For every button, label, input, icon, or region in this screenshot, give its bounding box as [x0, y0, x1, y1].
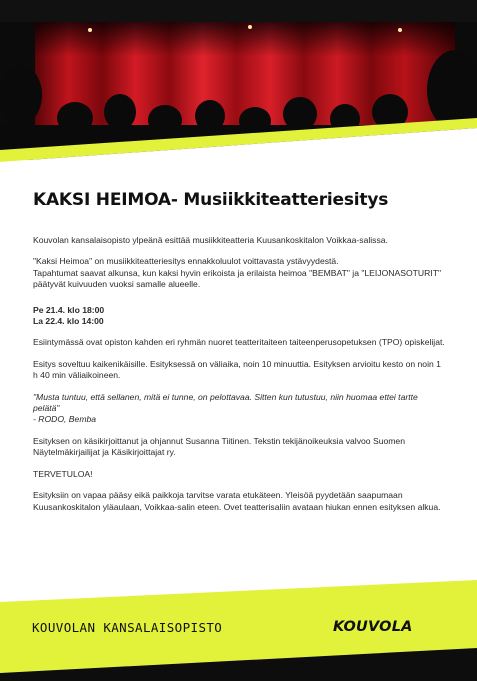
- intro-text: Kouvolan kansalaisopisto ylpeänä esittää musiikkiteatteria Kuusankoskitalon Voikkaa-salissa.: [33, 235, 388, 245]
- audience-text: Esitys soveltuu kaikenikäisille. Esityksessä on väliaika, noin 10 minuuttia. Esityksen arvioitu kesto on noin 1 h 40 min väliaikoineen.: [33, 358, 441, 381]
- quote-author: - RODO, Bemba: [33, 414, 97, 425]
- accent-band-top: [0, 0, 477, 200]
- event-title: KAKSI HEIMOA- Musiikkiteatteriesitys: [33, 190, 389, 210]
- showtime-2: La 22.4. klo 14:00: [33, 316, 104, 327]
- kouvola-logo: KOUVOLA: [333, 619, 413, 635]
- quote-text: "Musta tuntuu, että sellanen, mitä ei tunne, on pelottavaa. Sitten kun tutustuu, niin huomaa ettei tartte pelätä": [33, 391, 418, 414]
- credits-text: Esityksen on käsikirjoittanut ja ohjannut Susanna Tiitinen. Tekstin tekijänoikeuksia valvoo Suomen Näytelmäkirjailijat ja Käsikirjoittajat ry.: [33, 435, 405, 458]
- showtime-1: Pe 21.4. klo 18:00: [33, 304, 105, 315]
- description-line-1: "Kaksi Heimoa" on musiikkiteatteriesitys ennakkoluulot voittavasta ystävyydestä.: [33, 256, 339, 267]
- welcome-text: TERVETULOA!: [33, 468, 93, 479]
- event-content: [33, 190, 445, 523]
- organization-name: KOUVOLAN KANSALAISOPISTO: [32, 620, 223, 635]
- admission-text: Esityksiin on vapaa pääsy eikä paikkoja tarvitse varata etukäteen. Yleisöä pyydetään saapumaan Kuusankoskitalon yläaulaan, Voikkaa-salin eteen. Ovet teatterisaliin avataan hiukan ennen esityksen alkua.: [33, 490, 441, 512]
- performers-text: Esiintymässä ovat opiston kahden eri ryhmän nuoret teatteritaiteen taiteenperusopetuksen (TPO) opiskelijat.: [33, 337, 445, 348]
- description-line-2: Tapahtumat saavat alkunsa, kun kaksi hyvin erikoista ja erilaista heimoa "BEMBAT" ja "LEIJONASOTURIT" päätyvät kuivuuden vuoksi samalle alueelle.: [33, 267, 441, 290]
